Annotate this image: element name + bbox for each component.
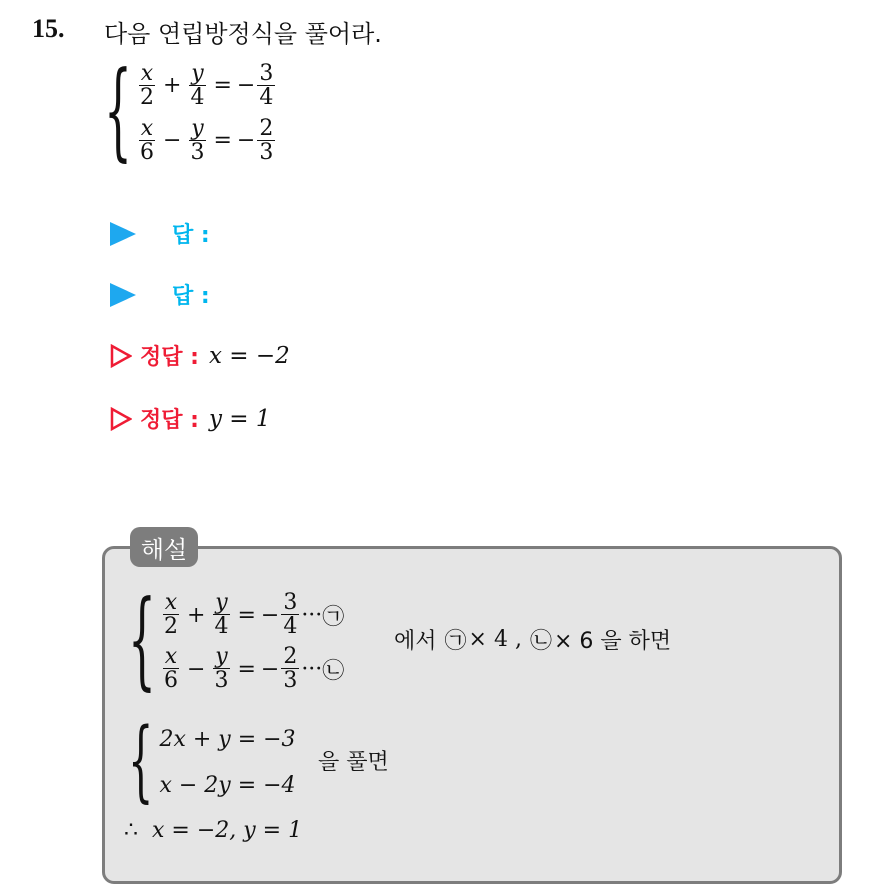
explanation-system-2: [128, 711, 296, 813]
left-brace: {: [128, 579, 156, 702]
correct-label: 정답 :: [140, 345, 199, 370]
explanation-equation-1: $\frac{x}{2}$ + $\frac{y}{4}$ = − $\frac{3}{4}$ ··· ㉠: [164, 590, 345, 639]
outline-arrow-icon: [110, 407, 132, 431]
correct-label: 정답 :: [140, 408, 199, 433]
correct-value-1: x = −2: [208, 342, 290, 369]
outline-arrow-icon: [110, 344, 132, 368]
explanation-step-2: 을 풀면: [318, 750, 389, 775]
play-arrow-icon: [110, 222, 136, 246]
equation-1: $\frac{x}{2}$ + $\frac{y}{4}$ = − $\frac{3}{4}$: [140, 60, 274, 110]
explanation-equation-2: $\frac{x}{6}$ − $\frac{y}{3}$ = − $\frac{2}{3}$ ··· ㉡: [164, 644, 345, 693]
explanation-equation-4: x − 2y = −4: [159, 772, 296, 798]
therefore-symbol: ∴: [124, 818, 138, 843]
answer-row-1: [110, 218, 210, 249]
problem-system: [104, 50, 277, 173]
correct-value-2: y = 1: [208, 405, 271, 432]
explanation-system-1: [128, 579, 345, 702]
answer-row-2: [110, 279, 210, 310]
circle-mark-1: ㉠: [322, 604, 345, 630]
circle-mark-2: ㉡: [529, 629, 552, 654]
explanation-tab: 해설: [130, 527, 198, 567]
left-brace: {: [104, 50, 132, 173]
explanation-step-1: 에서 ㉠ × 4 , ㉡ × 6 을 하면: [394, 624, 671, 655]
circle-mark-1: ㉠: [444, 629, 467, 654]
correct-row-1: [110, 340, 290, 371]
left-brace: {: [128, 711, 154, 813]
explanation-equation-3: 2x + y = −3: [159, 726, 296, 752]
explanation-conclusion: ∴ x = −2, y = 1: [124, 818, 303, 843]
question-number: 15.: [32, 14, 65, 43]
circle-mark-2: ㉡: [322, 658, 345, 684]
question-prompt: 다음 연립방정식을 풀어라.: [104, 20, 382, 48]
play-arrow-icon: [110, 283, 136, 307]
answer-label: 답 :: [172, 284, 210, 309]
answer-label: 답 :: [172, 223, 210, 248]
equation-2: $\frac{x}{6}$ − $\frac{y}{3}$ = − $\frac{2}{3}$: [140, 115, 274, 165]
correct-row-2: [110, 403, 271, 434]
